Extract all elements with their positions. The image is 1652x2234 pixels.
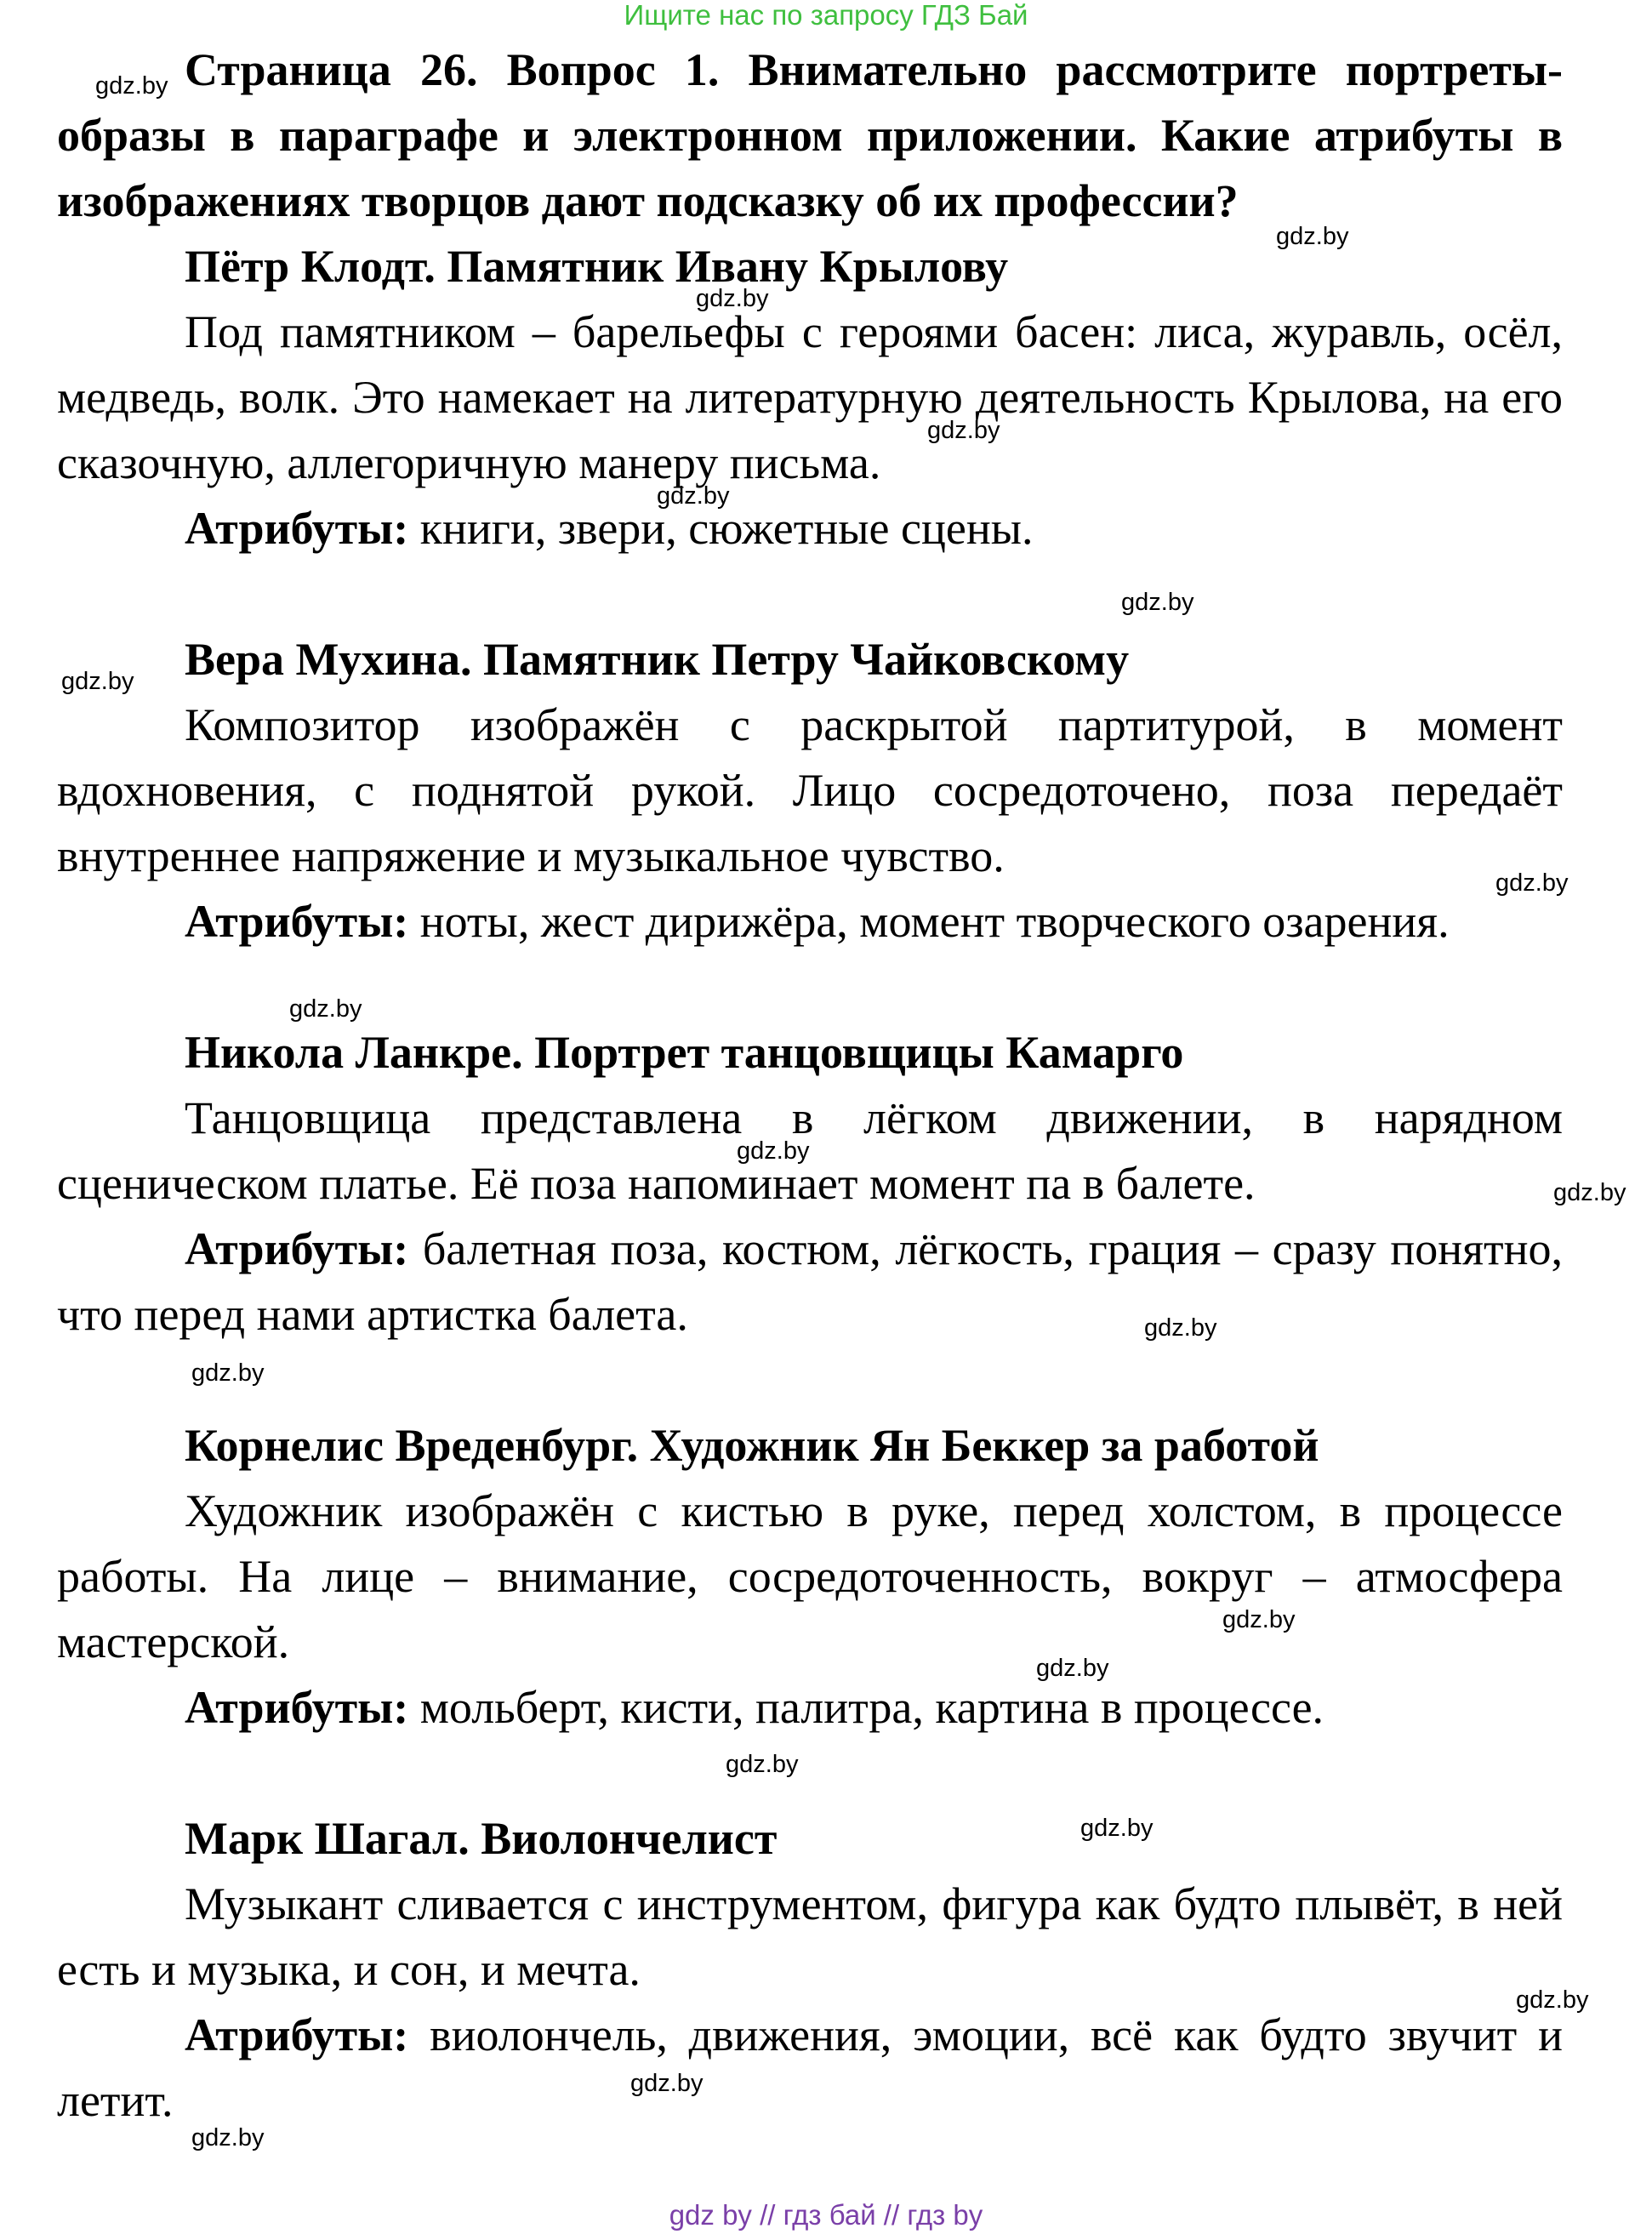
top-banner: Ищите нас по запросу ГДЗ Бай (624, 0, 1028, 31)
watermark: gdz.by (1495, 869, 1569, 897)
section-text: Танцовщица представлена в лёгком движении, в нарядном сценическом платье. Её поза напоминает момент па в балете. (57, 1092, 1563, 1209)
section-krylov (57, 234, 1563, 561)
watermark: gdz.by (696, 285, 769, 312)
attributes-label: Атрибуты: (185, 1223, 409, 1274)
watermark: gdz.by (1121, 589, 1194, 616)
section-text: Художник изображён с кистью в руке, перед холстом, в процессе работы. На лице – внимание, сосредоточенность, вокруг – атмосфера мастерской. (57, 1485, 1563, 1667)
watermark: gdz.by (1222, 1606, 1296, 1633)
watermark: gdz.by (1553, 1179, 1626, 1206)
attributes-label: Атрибуты: (185, 1682, 409, 1733)
section-title: Корнелис Вреденбург. Художник Ян Беккер за работой (185, 1420, 1319, 1471)
section-attributes (57, 1217, 1563, 1348)
attributes-label: Атрибуты: (185, 2009, 409, 2060)
section-attributes (57, 1675, 1563, 1741)
attributes-label: Атрибуты: (185, 896, 409, 947)
footer-links: gdz by // гдз бай // гдз by (669, 2199, 983, 2231)
attributes-value: мольберт, кисти, палитра, картина в процессе. (419, 1682, 1324, 1733)
section-text: Под памятником – барельефы с героями басен: лиса, журавль, осёл, медведь, волк. Это намекает на литературную деятельность Крылова, на его сказочную, аллегоричную манеру письма. (57, 306, 1563, 488)
section-text: Музыкант сливается с инструментом, фигура как будто плывёт, в ней есть и музыка, и сон, и мечта. (57, 1878, 1563, 1995)
section-title: Марк Шагал. Виолончелист (185, 1813, 778, 1864)
watermark: gdz.by (191, 2124, 265, 2151)
watermark: gdz.by (927, 417, 1000, 444)
watermark: gdz.by (95, 72, 168, 100)
attributes-value: виолончель, движения, эмоции, всё как будто звучит и летит. (57, 2009, 1563, 2126)
attributes-value: ноты, жест дирижёра, момент творческого озарения. (419, 896, 1450, 947)
section-becker (57, 1413, 1563, 1741)
watermark: gdz.by (1144, 1314, 1217, 1342)
section-attributes (57, 2003, 1563, 2134)
watermark: gdz.by (191, 1359, 265, 1387)
attributes-value: книги, звери, сюжетные сцены. (419, 503, 1034, 554)
attributes-value: балетная поза, костюм, лёгкость, грация – сразу понятно, что перед нами артистка балета. (57, 1223, 1563, 1340)
watermark: gdz.by (1516, 1986, 1589, 2014)
section-title: Никола Ланкре. Портрет танцовщицы Камарго (185, 1027, 1184, 1078)
section-attributes (57, 889, 1563, 955)
watermark: gdz.by (726, 1751, 799, 1778)
section-title: Вера Мухина. Памятник Петру Чайковскому (185, 634, 1130, 685)
section-text: Композитор изображён с раскрытой партитурой, в момент вдохновения, с поднятой рукой. Лицо сосредоточено, поза передаёт внутреннее напряжение и музыкальное чувство. (57, 699, 1563, 881)
document-content (57, 37, 1563, 2134)
watermark: gdz.by (1276, 223, 1349, 250)
watermark: gdz.by (289, 995, 362, 1023)
section-attributes (57, 496, 1563, 561)
section-chagall (57, 1806, 1563, 2134)
watermark: gdz.by (657, 482, 730, 510)
attributes-label: Атрибуты: (185, 503, 409, 554)
watermark: gdz.by (61, 668, 134, 695)
watermark: gdz.by (630, 2070, 704, 2097)
section-camargo (57, 1020, 1563, 1348)
watermark: gdz.by (1080, 1815, 1154, 1842)
watermark: gdz.by (1036, 1655, 1109, 1682)
watermark: gdz.by (737, 1137, 810, 1165)
question-heading: Страница 26. Вопрос 1. Внимательно рассмотрите портреты-образы в параграфе и электронном приложении. Какие атрибуты в изображениях творцов дают подсказку об их профессии? (57, 44, 1563, 226)
section-tchaikovsky (57, 627, 1563, 955)
section-title: Пётр Клодт. Памятник Ивану Крылову (185, 241, 1009, 292)
